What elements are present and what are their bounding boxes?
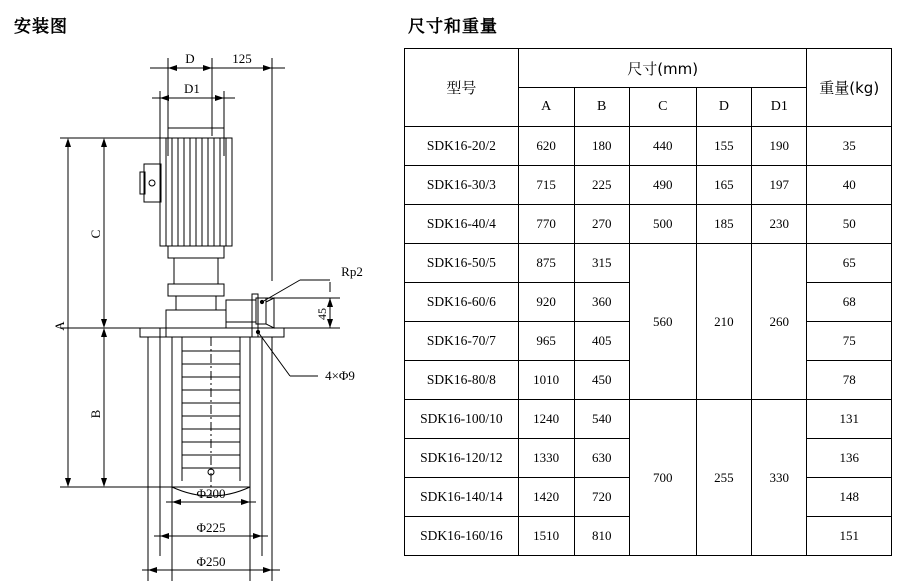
- cell-model: SDK16-50/5: [405, 244, 519, 283]
- label-phi250: Φ250: [196, 554, 226, 569]
- label-b: B: [88, 409, 103, 419]
- cell-b: 360: [574, 283, 629, 322]
- label-phi225: Φ225: [196, 520, 226, 535]
- cell-model: SDK16-140/14: [405, 478, 519, 517]
- cell-b: 180: [574, 127, 629, 166]
- header-weight: 重量(kg): [807, 49, 892, 127]
- dimensions-weight-table: [404, 48, 892, 556]
- cell-b: 450: [574, 361, 629, 400]
- cell-d-merged: 255: [696, 400, 751, 556]
- cell-weight: 50: [807, 205, 892, 244]
- label-phi200: Φ200: [196, 486, 226, 501]
- cell-weight: 78: [807, 361, 892, 400]
- cell-d1: 197: [752, 166, 807, 205]
- dimensions-table-wrap: [404, 48, 892, 556]
- label-rp2: Rp2: [341, 264, 363, 279]
- cell-b: 405: [574, 322, 629, 361]
- cell-model: SDK16-160/16: [405, 517, 519, 556]
- cell-model: SDK16-40/4: [405, 205, 519, 244]
- cell-b: 810: [574, 517, 629, 556]
- cell-weight: 65: [807, 244, 892, 283]
- cell-weight: 35: [807, 127, 892, 166]
- cell-weight: 75: [807, 322, 892, 361]
- header-d: D: [696, 88, 751, 127]
- dimensions-weight-panel: [400, 0, 900, 586]
- cell-a: 1010: [518, 361, 574, 400]
- cell-c: 440: [629, 127, 696, 166]
- header-c: C: [629, 88, 696, 127]
- label-d: D: [185, 51, 195, 66]
- header-b: B: [574, 88, 629, 127]
- label-125: 125: [232, 51, 252, 66]
- cell-d: 185: [696, 205, 751, 244]
- cell-a: 965: [518, 322, 574, 361]
- cell-c-merged: 560: [629, 244, 696, 400]
- table-row: [405, 127, 892, 166]
- cell-a: 1330: [518, 439, 574, 478]
- table-header-row-top: [405, 49, 892, 88]
- cell-c: 500: [629, 205, 696, 244]
- cell-d-merged: 210: [696, 244, 751, 400]
- cell-weight: 131: [807, 400, 892, 439]
- label-4xphi9: 4×Φ9: [325, 368, 355, 383]
- cell-c: 490: [629, 166, 696, 205]
- header-model: 型号: [405, 49, 519, 127]
- table-row: [405, 205, 892, 244]
- cell-d1-merged: 260: [752, 244, 807, 400]
- cell-d1: 230: [752, 205, 807, 244]
- cell-model: SDK16-20/2: [405, 127, 519, 166]
- cell-weight: 148: [807, 478, 892, 517]
- cell-model: SDK16-30/3: [405, 166, 519, 205]
- label-c: C: [88, 229, 103, 239]
- cell-model: SDK16-80/8: [405, 361, 519, 400]
- page-title-installation: 安装图: [14, 17, 68, 37]
- cell-b: 270: [574, 205, 629, 244]
- cell-model: SDK16-100/10: [405, 400, 519, 439]
- header-dimensions-group: 尺寸(mm): [518, 49, 807, 88]
- cell-b: 225: [574, 166, 629, 205]
- cell-b: 630: [574, 439, 629, 478]
- cell-a: 1240: [518, 400, 574, 439]
- cell-weight: 68: [807, 283, 892, 322]
- cell-weight: 40: [807, 166, 892, 205]
- header-d1: D1: [752, 88, 807, 127]
- cell-model: SDK16-70/7: [405, 322, 519, 361]
- pump-installation-drawing: [0, 36, 400, 586]
- cell-d: 165: [696, 166, 751, 205]
- cell-model: SDK16-120/12: [405, 439, 519, 478]
- header-a: A: [518, 88, 574, 127]
- page-title-dimensions: 尺寸和重量: [408, 17, 498, 37]
- cell-a: 875: [518, 244, 574, 283]
- table-row: [405, 400, 892, 439]
- cell-b: 540: [574, 400, 629, 439]
- cell-a: 920: [518, 283, 574, 322]
- label-a: A: [52, 321, 67, 331]
- cell-c-merged: 700: [629, 400, 696, 556]
- table-row: [405, 244, 892, 283]
- cell-d: 155: [696, 127, 751, 166]
- label-d1: D1: [184, 81, 200, 96]
- table-row: [405, 166, 892, 205]
- cell-a: 715: [518, 166, 574, 205]
- cell-b: 315: [574, 244, 629, 283]
- cell-a: 620: [518, 127, 574, 166]
- cell-a: 770: [518, 205, 574, 244]
- cell-weight: 151: [807, 517, 892, 556]
- cell-d1: 190: [752, 127, 807, 166]
- cell-weight: 136: [807, 439, 892, 478]
- installation-drawing-panel: [0, 0, 400, 586]
- cell-d1-merged: 330: [752, 400, 807, 556]
- label-45: 45: [315, 308, 329, 320]
- cell-b: 720: [574, 478, 629, 517]
- cell-a: 1510: [518, 517, 574, 556]
- cell-model: SDK16-60/6: [405, 283, 519, 322]
- cell-a: 1420: [518, 478, 574, 517]
